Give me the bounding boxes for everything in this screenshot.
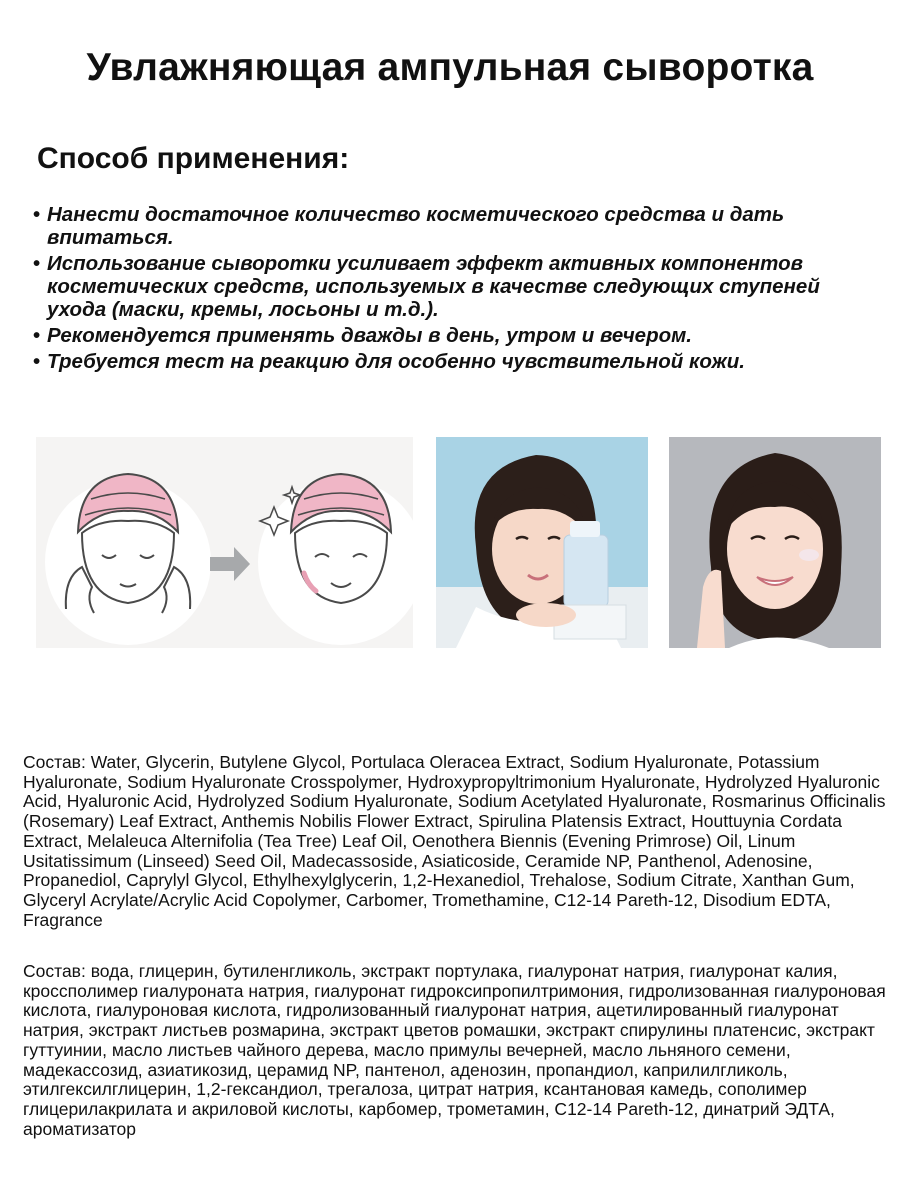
usage-item-text: Рекомендуется применять дважды в день, утром и вечером. [47,324,692,347]
application-illustration [36,437,413,648]
bullet-marker: • [33,252,41,275]
arrow-right-icon [210,547,250,581]
product-photo [436,437,648,648]
page-title: Увлажняющая ампульная сыворотка [86,46,814,89]
usage-item [33,324,873,347]
bullet-marker: • [33,324,41,347]
bullet-marker: • [33,350,41,373]
usage-item-text: Использование сыворотки усиливает эффект активных компонентов косметических средств, используемых в качестве следующих ступеней ухода (маски, кремы, лосьоны и т.д.). [47,252,820,321]
usage-item [33,203,873,249]
ingredients-russian: Состав: вода, глицерин, бутиленгликоль, экстракт портулака, гиалуронат натрия, гиалуронат калия, кроссполимер гиалуроната натрия, гиалуронат гидроксипропилтримония, гидролизованная гиалуроновая кислота, гиалуроновая кислота, гидролизованный гиалуронат натрия, ацетилированный гиалуронат натрия, экстракт листьев розмарина, экстракт цветов ромашки, экстракт спирулины платенсис, экстракт гуттуинии, масло листьев чайного дерева, масло примулы вечерней, масло льняного семени, мадекассозид, азиатикозид, церамид NP, пантенол, аденозин, пропандиол, каприлилгликоль, этилгексилглицерин, 1,2-гександиол, трегалоза, цитрат натрия, ксантановая камедь, сополимер глицерилакрилата и акриловой кислоты, карбомер, трометамин, C12-14 Pareth-12, динатрий ЭДТА, ароматизатор [23,961,886,1139]
face-photo-drawing [669,437,881,648]
usage-item [33,252,873,321]
usage-item-text: Нанести достаточное количество косметического средства и дать впитаться. [47,203,785,249]
usage-item [33,350,873,373]
face-after-icon [258,474,413,645]
usage-item-text: Требуется тест на реакцию для особенно чувствительной кожи. [47,350,745,373]
usage-heading: Способ применения: [37,142,350,175]
product-photo-drawing [436,437,648,648]
face-before-icon [45,474,211,645]
bullet-marker: • [33,203,41,226]
application-illustration-drawing [36,437,413,648]
ingredients-english: Состав: Water, Glycerin, Butylene Glycol, Portulaca Oleracea Extract, Sodium Hyaluronate, Potassium Hyaluronate, Sodium Hyaluronate Crosspolymer, Hydroxypropyltrimonium Hyaluronate, Hydrolyzed Hyaluronic Acid, Hyaluronic Acid, Hydrolyzed Sodium Hyaluronate, Sodium Acetylated Hyaluronate, Rosmarinus Officinalis (Rosemary) Leaf Extract, Anthemis Nobilis Flower Extract, Spirulina Platensis Extract, Houttuynia Cordata Extract, Melaleuca Alternifolia (Tea Tree) Leaf Oil, Oenothera Biennis (Evening Primrose) Oil, Linum Usitatissimum (Linseed) Seed Oil, Madecassoside, Asiaticoside, Ceramide NP, Panthenol, Adenosine, Propanediol, Caprylyl Glycol, Ethylhexylglycerin, 1,2-Hexanediol, Trehalose, Sodium Citrate, Xanthan Gum, Glyceryl Acrylate/Acrylic Acid Copolymer, Carbomer, Tromethamine, C12-14 Pareth-12, Disodium EDTA, Fragrance [23,752,886,930]
usage-list [33,203,873,376]
face-photo [669,437,881,648]
